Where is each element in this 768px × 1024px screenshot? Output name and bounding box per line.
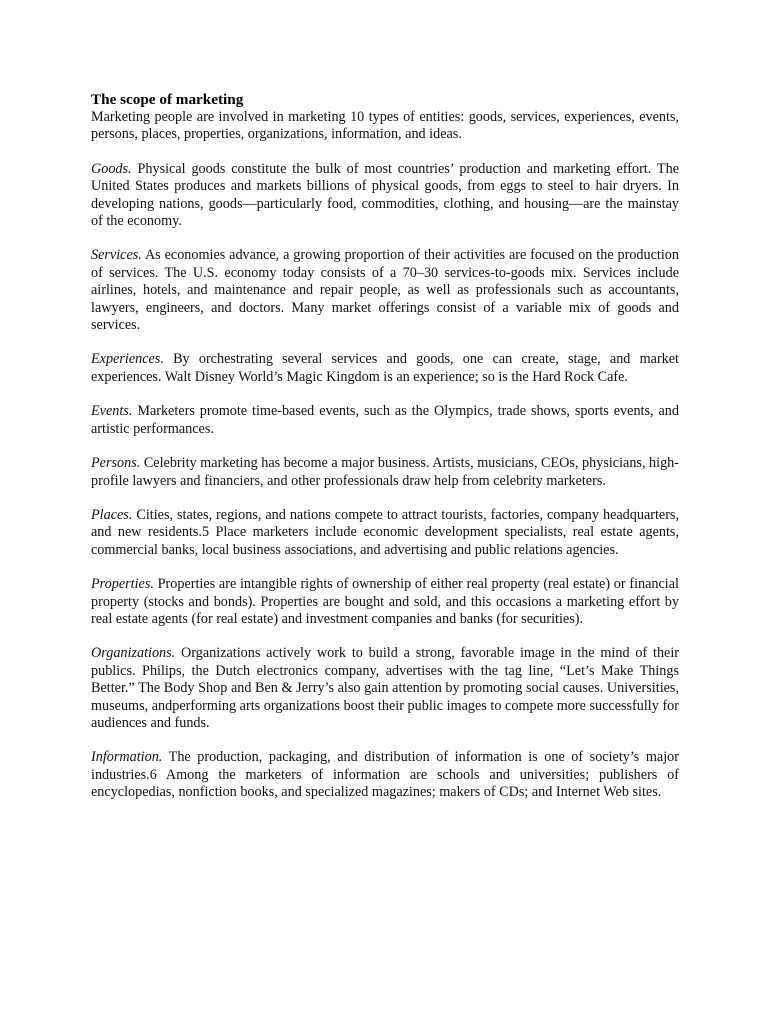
section-text: Physical goods constitute the bulk of most countries’ production and marketing effort. The United States produces and markets billions of physical goods, from eggs to steel to hair dryers. In developing nations, goods—particularly food, commodities, clothing, and housing—are the mainstay of the economy. xyxy=(91,160,679,230)
section-experiences xyxy=(91,351,679,386)
section-information xyxy=(91,749,679,801)
section-goods xyxy=(91,161,679,231)
section-text: Cities, states, regions, and nations compete to attract tourists, factories, company headquarters, and new residents.5 Place marketers include economic development specialists, real estate agents, commercial banks, local business associations, and advertising and public relations agencies. xyxy=(91,506,679,558)
section-places xyxy=(91,507,679,559)
section-text: By orchestrating several services and goods, one can create, stage, and market experiences. Walt Disney World’s Magic Kingdom is an experience; so is the Hard Rock Cafe. xyxy=(91,351,679,385)
section-text: Organizations actively work to build a strong, favorable image in the mind of their publics. Philips, the Dutch electronics company, advertises with the tag line, “Let’s Make Things Better.” The Body Shop and Ben & Jerry’s also gain attention by promoting social causes. Universities, museums, andperforming arts organizations boost their public images to compete more successfully for audiences and funds. xyxy=(91,645,679,731)
section-text: Marketers promote time-based events, such as the Olympics, trade shows, sports events, and artistic performances. xyxy=(91,403,679,437)
page-title: The scope of marketing xyxy=(91,91,244,108)
section-lead: Places. xyxy=(91,506,133,523)
section-text: Celebrity marketing has become a major business. Artists, musicians, CEOs, physicians, high-profile lawyers and financiers, and other professionals draw help from celebrity marketers. xyxy=(91,455,679,489)
section-persons xyxy=(91,455,679,490)
section-properties xyxy=(91,576,679,628)
intro-paragraph: Marketing people are involved in marketing 10 types of entities: goods, services, experiences, events, persons, places, properties, organizations, information, and ideas. xyxy=(91,109,679,143)
section-events xyxy=(91,403,679,438)
section-lead: Properties. xyxy=(91,576,154,593)
document-page xyxy=(91,90,679,819)
section-lead: Events. xyxy=(91,403,133,420)
section-lead: Services. xyxy=(91,247,142,264)
section-services xyxy=(91,247,679,334)
section-lead: Information. xyxy=(91,749,163,766)
section-text: As economies advance, a growing proportion of their activities are focused on the production of services. The U.S. economy today consists of a 70–30 services-to-goods mix. Services include airlines, hotels, and maintenance and repair people, as well as professionals such as accountants, lawyers, engineers, and doctors. Many market offerings consist of a variable mix of goods and services. xyxy=(91,247,679,334)
section-lead: Persons. xyxy=(91,455,141,472)
section-lead: Experiences. xyxy=(91,351,164,368)
section-text: The production, packaging, and distribution of information is one of society’s major industries.6 Among the marketers of information are schools and universities; publishers of encyclopedias, nonfiction books, and specialized magazines; makers of CDs; and Internet Web sites. xyxy=(91,749,679,801)
section-lead: Goods. xyxy=(91,160,132,177)
section-text: Properties are intangible rights of ownership of either real property (real estate) or financial property (stocks and bonds). Properties are bought and sold, and this occasions a marketing effort by real estate agents (for real estate) and investment companies and banks (for securities). xyxy=(91,576,679,627)
section-lead: Organizations. xyxy=(91,645,176,662)
section-organizations xyxy=(91,645,679,732)
